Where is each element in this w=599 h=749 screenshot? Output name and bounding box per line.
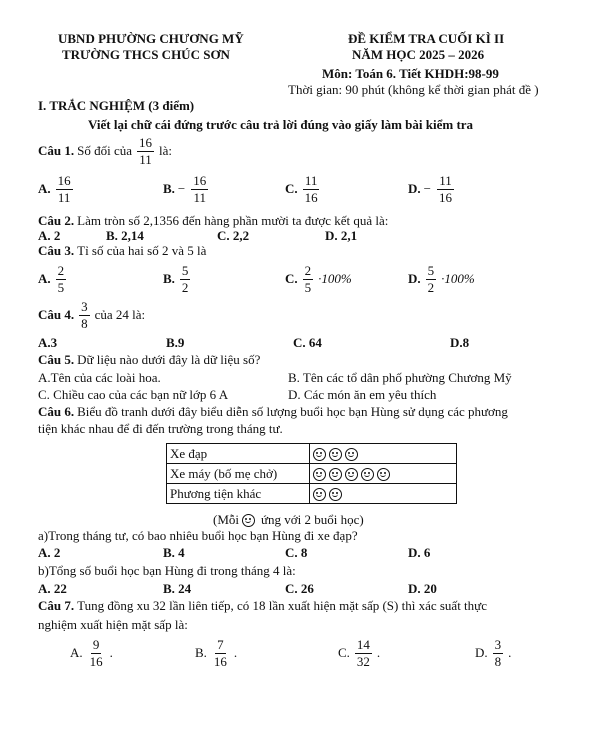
q6b-text: b)Tổng số buổi học bạn Hùng đi trong tháng 4 là:: [38, 563, 296, 578]
smiley-cell: [310, 484, 457, 504]
q3-option-c: [285, 264, 352, 294]
question-label: Câu 2.: [38, 213, 75, 228]
q6a-option-b: B. 4: [163, 545, 185, 560]
pictograph-row: [167, 464, 457, 484]
question-text-post: của 24 là:: [94, 307, 146, 323]
question-6: [38, 404, 508, 420]
q6a-option-c: C. 8: [285, 545, 308, 560]
question-label: Câu 3.: [38, 243, 75, 258]
q6b-option-b: B. 24: [163, 581, 192, 596]
fraction: [56, 264, 67, 294]
question-3: [38, 243, 206, 259]
q3-option-a: [38, 264, 68, 294]
q7-option-d: [475, 638, 511, 668]
option-letter: D.: [408, 271, 421, 287]
fraction: [180, 264, 191, 294]
smiley-icon: [377, 468, 390, 481]
q1-option-d: [408, 174, 456, 204]
numerator: 7: [217, 637, 224, 652]
smiley-icon: [329, 468, 342, 481]
q4-option-d: D.8: [450, 335, 470, 350]
pictograph-caption: [213, 512, 364, 528]
question-2: [38, 213, 388, 229]
q3-option-b: [163, 264, 192, 294]
numerator: 16: [139, 135, 153, 150]
denominator: 5: [304, 279, 312, 295]
numerator: 3: [81, 299, 88, 314]
option-letter: A.: [38, 181, 51, 197]
fraction: [493, 638, 504, 668]
denominator: 11: [139, 151, 152, 167]
q6b-option-a: A. 22: [38, 581, 67, 596]
option-letter: A.: [70, 645, 83, 661]
smiley-icon: [329, 448, 342, 461]
smiley-icon: [242, 514, 255, 527]
q2-option-b: B. 2,14: [106, 228, 144, 243]
q7-option-b: [195, 638, 237, 668]
q4-option-a: A.3: [38, 335, 58, 350]
smiley-icon: [345, 468, 358, 481]
row-label: Xe máy (bố mẹ chở): [167, 464, 310, 484]
denominator: 16: [213, 653, 227, 669]
fraction: [191, 174, 208, 204]
question-text: Tỉ số của hai số 2 và 5 là: [77, 243, 207, 258]
smiley-icon: [361, 468, 374, 481]
numerator: 2: [304, 263, 312, 278]
fraction: [212, 638, 229, 668]
fraction: [426, 264, 437, 294]
section-title: I. TRẮC NGHIỆM (3 điểm): [38, 98, 195, 113]
q4-option-c: C. 64: [293, 335, 322, 350]
question-7-line2: nghiệm xuất hiện mặt sấp là:: [38, 617, 188, 632]
smiley-icon: [313, 468, 326, 481]
q5-option-c: C. Chiều cao của các bạn nữ lớp 6 A: [38, 387, 229, 402]
q7-option-a: [70, 638, 113, 668]
question-5: [38, 352, 260, 368]
header-subject: Môn: Toán 6. Tiết KHDH:98-99: [322, 66, 499, 81]
q5-option-d: D. Các món ăn em yêu thích: [288, 387, 437, 402]
q7-option-c: [338, 638, 380, 668]
q6a-text: a)Trong tháng tư, có bao nhiêu buổi học bạn Hùng đi xe đạp?: [38, 528, 358, 543]
question-text: Số đối của: [77, 143, 133, 159]
denominator: 11: [57, 189, 71, 205]
smiley-cell: [310, 464, 457, 484]
fraction: [303, 264, 314, 294]
numerator: 11: [304, 173, 318, 188]
question-label: Câu 4.: [38, 307, 75, 323]
q3-option-d: [408, 264, 475, 294]
option-letter: B.: [163, 271, 175, 287]
q6a-option-d: D. 6: [408, 545, 431, 560]
smiley-icon: [329, 488, 342, 501]
question-text: Tung đồng xu 32 lần liên tiếp, có 18 lần xuất hiện mặt sấp (S) thì xác suất thực: [77, 598, 487, 613]
pictograph-row: [167, 444, 457, 464]
q1-option-c: [285, 174, 322, 204]
percent-suffix: ·100%: [441, 271, 475, 287]
option-letter: C.: [285, 271, 298, 287]
q6b-option-d: D. 20: [408, 581, 437, 596]
period: .: [109, 645, 113, 661]
numerator: 16: [57, 173, 71, 188]
section-instruction: Viết lại chữ cái đứng trước câu trả lời đúng vào giấy làm bài kiểm tra: [88, 117, 474, 132]
question-1: [38, 136, 172, 166]
denominator: 16: [89, 653, 103, 669]
fraction: [137, 136, 154, 166]
header-exam-title: ĐỀ KIỂM TRA CUỐI KÌ II: [348, 31, 505, 46]
numerator: 3: [494, 637, 502, 652]
period: .: [376, 645, 381, 661]
q1-option-b: [163, 174, 210, 204]
option-letter: C.: [285, 181, 298, 197]
fraction: [437, 174, 454, 204]
period: .: [508, 645, 512, 661]
numerator: 14: [356, 637, 370, 652]
question-6-line2: tiện khác nhau để đi đến trường trong tháng tư.: [38, 421, 283, 436]
row-label: Phương tiện khác: [167, 484, 310, 504]
denominator: 8: [81, 315, 88, 331]
question-text: Làm tròn số 2,1356 đến hàng phần mười ta được kết quả là:: [77, 213, 389, 228]
fraction: [79, 300, 90, 330]
fraction: [88, 638, 105, 668]
period: .: [233, 645, 238, 661]
pictograph-row: [167, 484, 457, 504]
numerator: 9: [92, 637, 100, 652]
q5-option-a: A.Tên của các loài hoa.: [38, 370, 161, 385]
percent-suffix: ·100%: [318, 271, 352, 287]
caption-text: ứng với 2 buổi học): [261, 512, 364, 527]
question-text: Biểu đồ tranh dưới đây biểu diễn số lượng buổi học bạn Hùng sử dụng các phương: [77, 404, 508, 419]
smiley-icon: [313, 488, 326, 501]
denominator: 8: [494, 653, 502, 669]
numerator: 16: [193, 173, 207, 188]
question-label: Câu 5.: [38, 352, 75, 367]
header-school-year: NĂM HỌC 2025 – 2026: [352, 47, 485, 62]
option-letter: D.: [475, 645, 488, 661]
q5-option-b: B. Tên các tổ dân phố phường Chương Mỹ: [288, 370, 512, 385]
option-letter: A.: [38, 271, 51, 287]
fraction: [56, 174, 73, 204]
q1-option-a: [38, 174, 75, 204]
header-duration: Thời gian: 90 phút (không kể thời gian phát đề ): [288, 82, 539, 97]
q4-option-b: B.9: [166, 335, 185, 350]
q2-option-a: A. 2: [38, 228, 61, 243]
denominator: 2: [181, 279, 189, 295]
fraction: [355, 638, 372, 668]
smiley-cell: [310, 444, 457, 464]
row-label: Xe đạp: [167, 444, 310, 464]
option-letter: B.: [163, 181, 175, 197]
numerator: 2: [57, 263, 65, 278]
denominator: 2: [427, 279, 435, 295]
question-label: Câu 6.: [38, 404, 75, 419]
q2-option-c: C. 2,2: [217, 228, 250, 243]
header-school-name: TRƯỜNG THCS CHÚC SƠN: [62, 47, 230, 62]
q2-option-d: D. 2,1: [325, 228, 358, 243]
question-text: Dữ liệu nào dưới đây là dữ liệu số?: [77, 352, 261, 367]
caption-text: (Mỗi: [213, 512, 239, 527]
q6b-option-c: C. 26: [285, 581, 314, 596]
denominator: 32: [356, 653, 370, 669]
minus-sign: −: [177, 181, 186, 197]
pictograph-table: [166, 443, 457, 504]
denominator: 16: [304, 189, 318, 205]
option-letter: D.: [408, 181, 421, 197]
numerator: 11: [439, 173, 452, 188]
header-school-authority: UBND PHƯỜNG CHƯƠNG MỸ: [58, 31, 244, 46]
numerator: 5: [427, 263, 435, 278]
minus-sign: −: [423, 181, 431, 197]
denominator: 5: [57, 279, 65, 295]
smiley-icon: [313, 448, 326, 461]
numerator: 5: [181, 263, 189, 278]
question-text-post: là:: [159, 143, 173, 159]
denominator: 11: [193, 189, 207, 205]
smiley-icon: [345, 448, 358, 461]
option-letter: C.: [338, 645, 350, 661]
fraction: [303, 174, 320, 204]
question-label: Câu 1.: [38, 143, 75, 159]
question-4: [38, 300, 145, 330]
question-label: Câu 7.: [38, 598, 75, 613]
q6a-option-a: A. 2: [38, 545, 61, 560]
denominator: 16: [438, 189, 452, 205]
question-7: [38, 598, 487, 614]
option-letter: B.: [195, 645, 207, 661]
